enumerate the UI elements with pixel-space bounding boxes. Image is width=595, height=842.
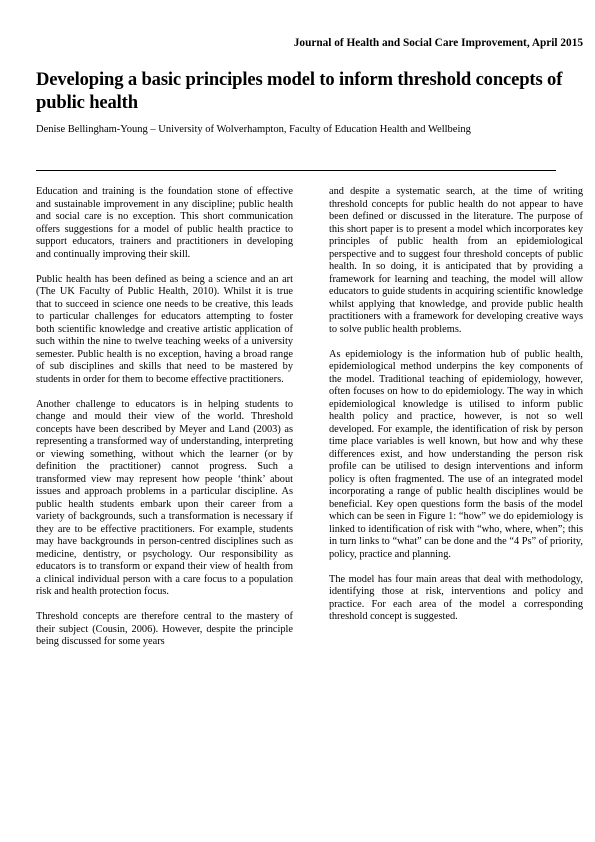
body-column-right	[329, 186, 583, 636]
article-title: Developing a basic principles model to inform threshold concepts of public health	[36, 69, 563, 113]
author-line: Denise Bellingham-Young – University of Wolverhampton, Faculty of Education Health and Wellbeing	[36, 124, 471, 135]
body-column-left	[36, 186, 293, 661]
paragraph: Another challenge to educators is in helping students to change and mould their view of the world. Threshold concepts have been described by Meyer and Land (2003) as representing a transformed way of understanding, interpreting or viewing something, without which the learner (or by definition the practitioner) cannot progress. Such a transformed view may represent how people ‘think’ about issues and approach problems in a particular discipline. As public health students embark upon their career from a variety of backgrounds, such a transformation is necessary if they are to be effective practitioners. For example, students may have backgrounds in person-centred disciplines such as medicine, dentistry, or psychology. Our responsibility as educators is to transform or expand their view of health from a clinical individual person with a care focus to a population risk and health protection focus.	[36, 398, 293, 597]
header-divider	[36, 170, 556, 171]
paragraph: Education and training is the foundation stone of effective and sustainable improvement in any discipline; public health and social care is no exception. This short communication offers suggestions for a model of public health practice to support educators, trainers and practitioners in developing and continually improving their skill.	[36, 186, 293, 260]
paragraph: Threshold concepts are therefore central to the mastery of their subject (Cousin, 2006). However, despite the principle being discussed for some years	[36, 611, 293, 647]
paragraph: and despite a systematic search, at the time of writing threshold concepts for public health do not appear to have been defined or discussed in the literature. The purpose of this short paper is to present a model which incorporates key principles of public health from an epidemiological perspective and to suggest four threshold concepts of public health. In so doing, it is anticipated that by providing a framework for learning and teaching, the model will allow educators to guide students in acquiring scientific knowledge whilst applying that knowledge, and provide public health practitioners with a framework for developing creative ways to solve public health problems.	[329, 186, 583, 335]
paragraph: As epidemiology is the information hub of public health, epidemiological method underpins the key components of the model. Traditional teaching of epidemiology, however, often focuses on how to do epidemiology. The way in which epidemiological knowledge is utilised to inform public health policy and practice, however, is not so well developed. For example, the identification of risk by person time place variables is well known, but how and why these differences exist, and how understanding the person risk profile can be utilised to design interventions and inform policy is often fragmented. The use of an integrated model incorporating a range of public health disciplines would be beneficial. Key open questions form the basis of the model which can be seen in Figure 1: “how” we do epidemiology is linked to identification of risk with “who, where, when”; this in turn links to “what” can be done and the “4 Ps” of priority, policy, practice and planning.	[329, 348, 583, 560]
journal-header: Journal of Health and Social Care Improvement, April 2015	[293, 37, 583, 49]
paragraph: The model has four main areas that deal with methodology, identifying those at risk, interventions and policy and practice. For each area of the model a corresponding threshold concept is suggested.	[329, 573, 583, 622]
paragraph: Public health has been defined as being a science and an art (The UK Faculty of Public Health, 2010). Whilst it is true that to succeed in science one needs to be creative, this leads to particular challenges for educators attempting to foster both scientific knowledge and creative artistic application of such within the nine to twelve teaching weeks of a university semester. Public health is no exception, having a broad range of sub disciplines and skills that need to be mastered by students in order for them to become effective practitioners.	[36, 273, 293, 385]
